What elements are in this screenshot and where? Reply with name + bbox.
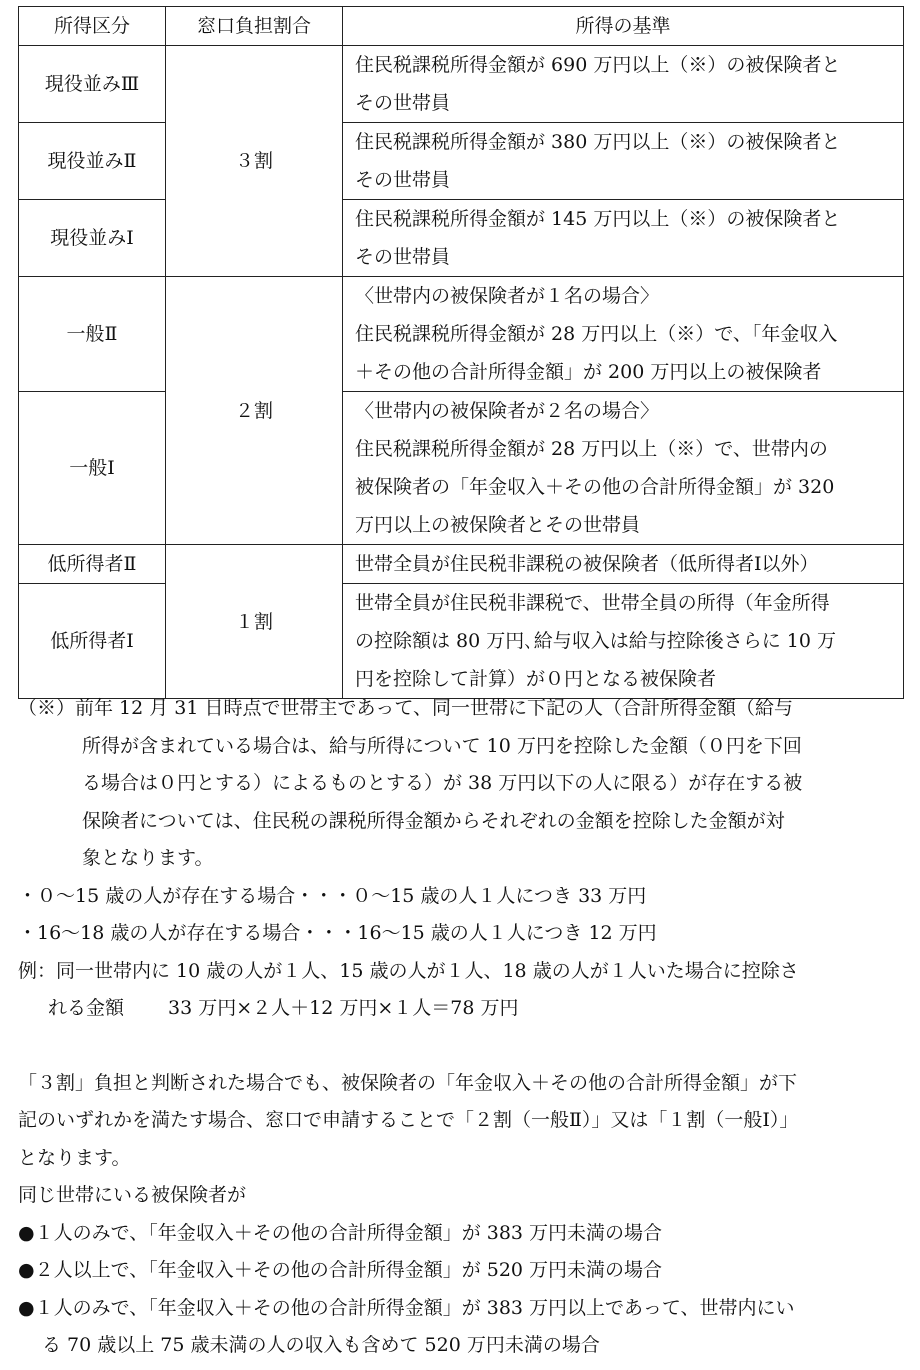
footnote-line: る場合は０円とする）によるものとする）が 38 万円以下の人に限る）が存在する被 [82, 772, 803, 794]
category-cell: 現役並みⅢ [19, 46, 166, 123]
example-line: 例：同一世帯内に 10 歳の人が１人、15 歳の人が１人、18 歳の人が１人いた場合に控除さ [18, 959, 799, 982]
rate-cell-10: １割 [166, 545, 343, 699]
criteria-line: 被保険者の「年金収入＋その他の合計所得金額」が 320 [355, 476, 835, 498]
criteria-line: 円を控除して計算）が０円となる被保険者 [355, 668, 717, 690]
rate-cell-30: ３割 [166, 46, 343, 277]
table-row [19, 200, 904, 277]
paragraph-line: となります。 [18, 1146, 131, 1169]
criteria-cell [343, 545, 904, 584]
category-cell: 低所得者Ⅰ [19, 584, 166, 699]
criteria-line: 〈世帯内の被保険者が２名の場合〉 [355, 400, 660, 422]
criteria-line: その世帯員 [355, 246, 451, 268]
category-cell: 一般Ⅰ [19, 392, 166, 545]
criteria-cell [343, 200, 904, 277]
bullet-item: ●１人のみで、「年金収入＋その他の合計所得金額」が 383 万円未満の場合 [18, 1221, 663, 1244]
notes-section [18, 690, 908, 1365]
example-line [18, 990, 908, 1028]
income-category-table [18, 6, 904, 699]
footnote-text: 前年 12 月 31 日時点で世帯主であって、同一世帯に下記の人（合計所得金額（給与 [75, 697, 793, 719]
table-row [19, 392, 904, 545]
deduction-line: ・16～18 歳の人が存在する場合・・・16～15 歳の人１人につき 12 万円 [18, 922, 657, 944]
header-copay-rate: 窓口負担割合 [166, 7, 343, 46]
criteria-line: 住民税課税所得金額が 145 万円以上（※）の被保険者と [355, 208, 841, 230]
criteria-line: その世帯員 [355, 169, 451, 191]
footnote-first-line [18, 690, 908, 728]
criteria-line: ＋その他の合計所得金額」が 200 万円以上の被保険者 [355, 361, 822, 383]
paragraph-line: 「３割」負担と判断された場合でも、被保険者の「年金収入＋その他の合計所得金額」が下 [18, 1071, 798, 1094]
footnote-line: 所得が含まれている場合は、給与所得について 10 万円を控除した金額（０円を下回 [82, 734, 802, 757]
criteria-line: 世帯全員が住民税非課税の被保険者（低所得者Ⅰ以外） [355, 553, 819, 575]
paragraph-line: 同じ世帯にいる被保険者が [18, 1184, 247, 1206]
header-income-category: 所得区分 [19, 7, 166, 46]
example-amount: 33 万円×２人＋12 万円×１人＝78 万円 [168, 997, 519, 1019]
criteria-line: 住民税課税所得金額が 690 万円以上（※）の被保険者と [355, 54, 841, 76]
table-row [19, 277, 904, 392]
rate-cell-20: ２割 [166, 277, 343, 545]
footnote-line: 保険者については、住民税の課税所得金額からそれぞれの金額を控除した金額が対 [82, 809, 785, 832]
criteria-line: 〈世帯内の被保険者が１名の場合〉 [355, 285, 660, 307]
criteria-line: 万円以上の被保険者とその世帯員 [355, 514, 641, 536]
table-row [19, 584, 904, 699]
table-header-row [19, 7, 904, 46]
category-cell: 一般Ⅱ [19, 277, 166, 392]
category-cell: 低所得者Ⅱ [19, 545, 166, 584]
example-text: れる金額 [48, 997, 125, 1019]
criteria-line: 住民税課税所得金額が 380 万円以上（※）の被保険者と [355, 131, 841, 153]
paragraph-line: 記のいずれかを満たす場合、窓口で申請することで「２割（一般Ⅱ）」又は「１割（一般Ⅰ）」 [18, 1109, 799, 1131]
bullet-item-continuation: る 70 歳以上 75 歳未満の人の収入も含めて 520 万円未満の場合 [42, 1334, 600, 1356]
criteria-cell [343, 392, 904, 545]
criteria-line: 住民税課税所得金額が 28 万円以上（※）で、「年金収入 [355, 323, 838, 345]
table-row [19, 123, 904, 200]
criteria-line: 住民税課税所得金額が 28 万円以上（※）で、世帯内の [355, 438, 828, 460]
footnote-line: 象となります。 [82, 847, 214, 869]
table-row [19, 545, 904, 584]
criteria-cell [343, 123, 904, 200]
spacer [18, 1028, 908, 1065]
bullet-item: ●１人のみで、「年金収入＋その他の合計所得金額」が 383 万円以上であって、世帯内にい [18, 1296, 795, 1319]
category-cell: 現役並みⅡ [19, 123, 166, 200]
table-row [19, 46, 904, 123]
footnote-marker: （※） [18, 697, 76, 719]
criteria-line: の控除額は 80 万円､給与収入は給与控除後さらに 10 万 [355, 630, 837, 652]
deduction-line: ・０～15 歳の人が存在する場合・・・０～15 歳の人１人につき 33 万円 [18, 884, 647, 907]
bullet-item: ●２人以上で、「年金収入＋その他の合計所得金額」が 520 万円未満の場合 [18, 1259, 663, 1281]
category-cell: 現役並みⅠ [19, 200, 166, 277]
header-income-criteria: 所得の基準 [343, 7, 904, 46]
criteria-cell [343, 277, 904, 392]
criteria-line: その世帯員 [355, 92, 451, 114]
criteria-line: 世帯全員が住民税非課税で、世帯全員の所得（年金所得 [355, 592, 830, 614]
criteria-cell [343, 584, 904, 699]
criteria-cell [343, 46, 904, 123]
